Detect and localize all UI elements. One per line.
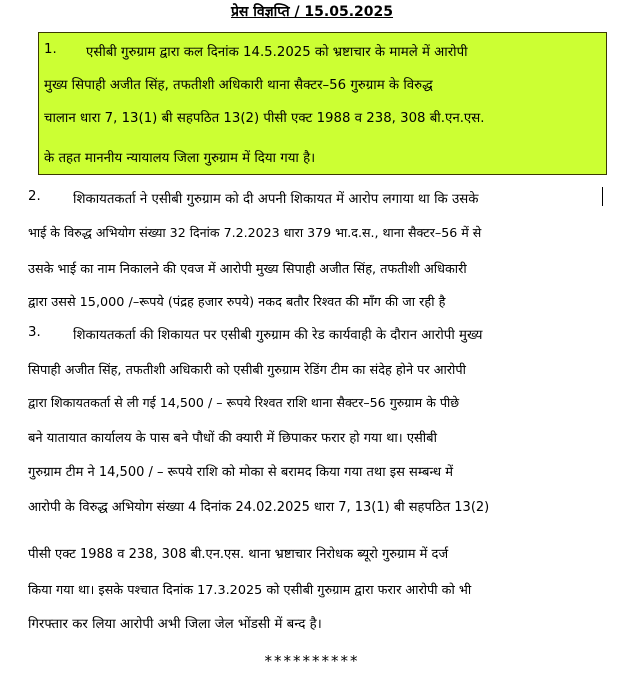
paragraph-3-number: 3. [28, 325, 41, 340]
paragraph-3-line: किया गया था। इसके पश्चात दिनांक 17.3.2025 को एसीबी गुरुग्राम द्वारा फरार आरोपी को भी [28, 583, 472, 598]
paragraph-2-number: 2. [28, 189, 41, 204]
text-cursor [602, 187, 603, 206]
paragraph-2-line: भाई के विरुद्ध अभियोग संख्या 32 दिनांक 7.2.2023 धारा 379 भा.द.स., थाना सैक्टर–56 में से [28, 225, 482, 240]
paragraph-1-line: चालान धारा 7, 13(1) बी सहपठित 13(2) पीसी एक्ट 1988 व 238, 308 बी.एन.एस. [44, 111, 485, 126]
paragraph-1-number: 1. [44, 42, 57, 57]
paragraph-3-line: गिरफ्तार कर लिया आरोपी अभी जिला जेल भोंडसी में बन्द है। [28, 617, 322, 632]
press-release-title: प्रेस विज्ञप्ति / 15.05.2025 [230, 4, 394, 20]
paragraph-2-line: द्वारा उससे 15,000 /–रूपये (पंद्रह हजार रुपये) नकद बतौर रिश्वत की माँग की जा रही है [28, 295, 446, 310]
paragraph-3-line: गुरुग्राम टीम ने 14,500 / – रूपये राशि को मोका से बरामद किया गया तथा इस सम्बन्ध में [28, 465, 453, 480]
end-separator-stars: ********** [264, 652, 360, 670]
paragraph-1-line: के तहत माननीय न्यायालय जिला गुरुग्राम में दिया गया है। [44, 151, 316, 166]
paragraph-3-line: आरोपी के विरुद्ध अभियोग संख्या 4 दिनांक 24.02.2025 धारा 7, 13(1) बी सहपठित 13(2) [28, 500, 490, 515]
paragraph-3-line: सिपाही अजीत सिंह, तफतीशी अधिकारी को एसीबी गुरुग्राम रेडिंग टीम का संदेह होने पर आरोपी [28, 363, 466, 378]
paragraph-3-line: द्वारा शिकायतकर्ता से ली गई 14,500 / – रूपये रिश्वत राशि थाना सैक्टर–56 गुरुग्राम के पीछे [28, 395, 460, 410]
paragraph-3-line: शिकायतकर्ता की शिकायत पर एसीबी गुरुग्राम की रेड कार्यवाही के दौरान आरोपी मुख्य [73, 328, 483, 343]
paragraph-3-line: बने यातायात कार्यालय के पास बने पौधों की क्यारी में छिपाकर फरार हो गया था। एसीबी [28, 431, 437, 446]
paragraph-3-line: पीसी एक्ट 1988 व 238, 308 बी.एन.एस. थाना भ्रष्टाचार निरोधक ब्यूरो गुरुग्राम में दर्ज [28, 547, 449, 562]
paragraph-1-line: एसीबी गुरुग्राम द्वारा कल दिनांक 14.5.2025 को भ्रष्टाचार के मामले में आरोपी [86, 45, 468, 60]
paragraph-2-line: शिकायतकर्ता ने एसीबी गुरुग्राम को दी अपनी शिकायत में आरोप लगाया था कि उसके [73, 192, 479, 207]
paragraph-2-line: उसके भाई का नाम निकालने की एवज में आरोपी मुख्य सिपाही अजीत सिंह, तफतीशी अधिकारी [28, 262, 467, 277]
paragraph-1-line: मुख्य सिपाही अजीत सिंह, तफतीशी अधिकारी थाना सैक्टर–56 गुरुग्राम के विरुद्ध [44, 78, 433, 93]
